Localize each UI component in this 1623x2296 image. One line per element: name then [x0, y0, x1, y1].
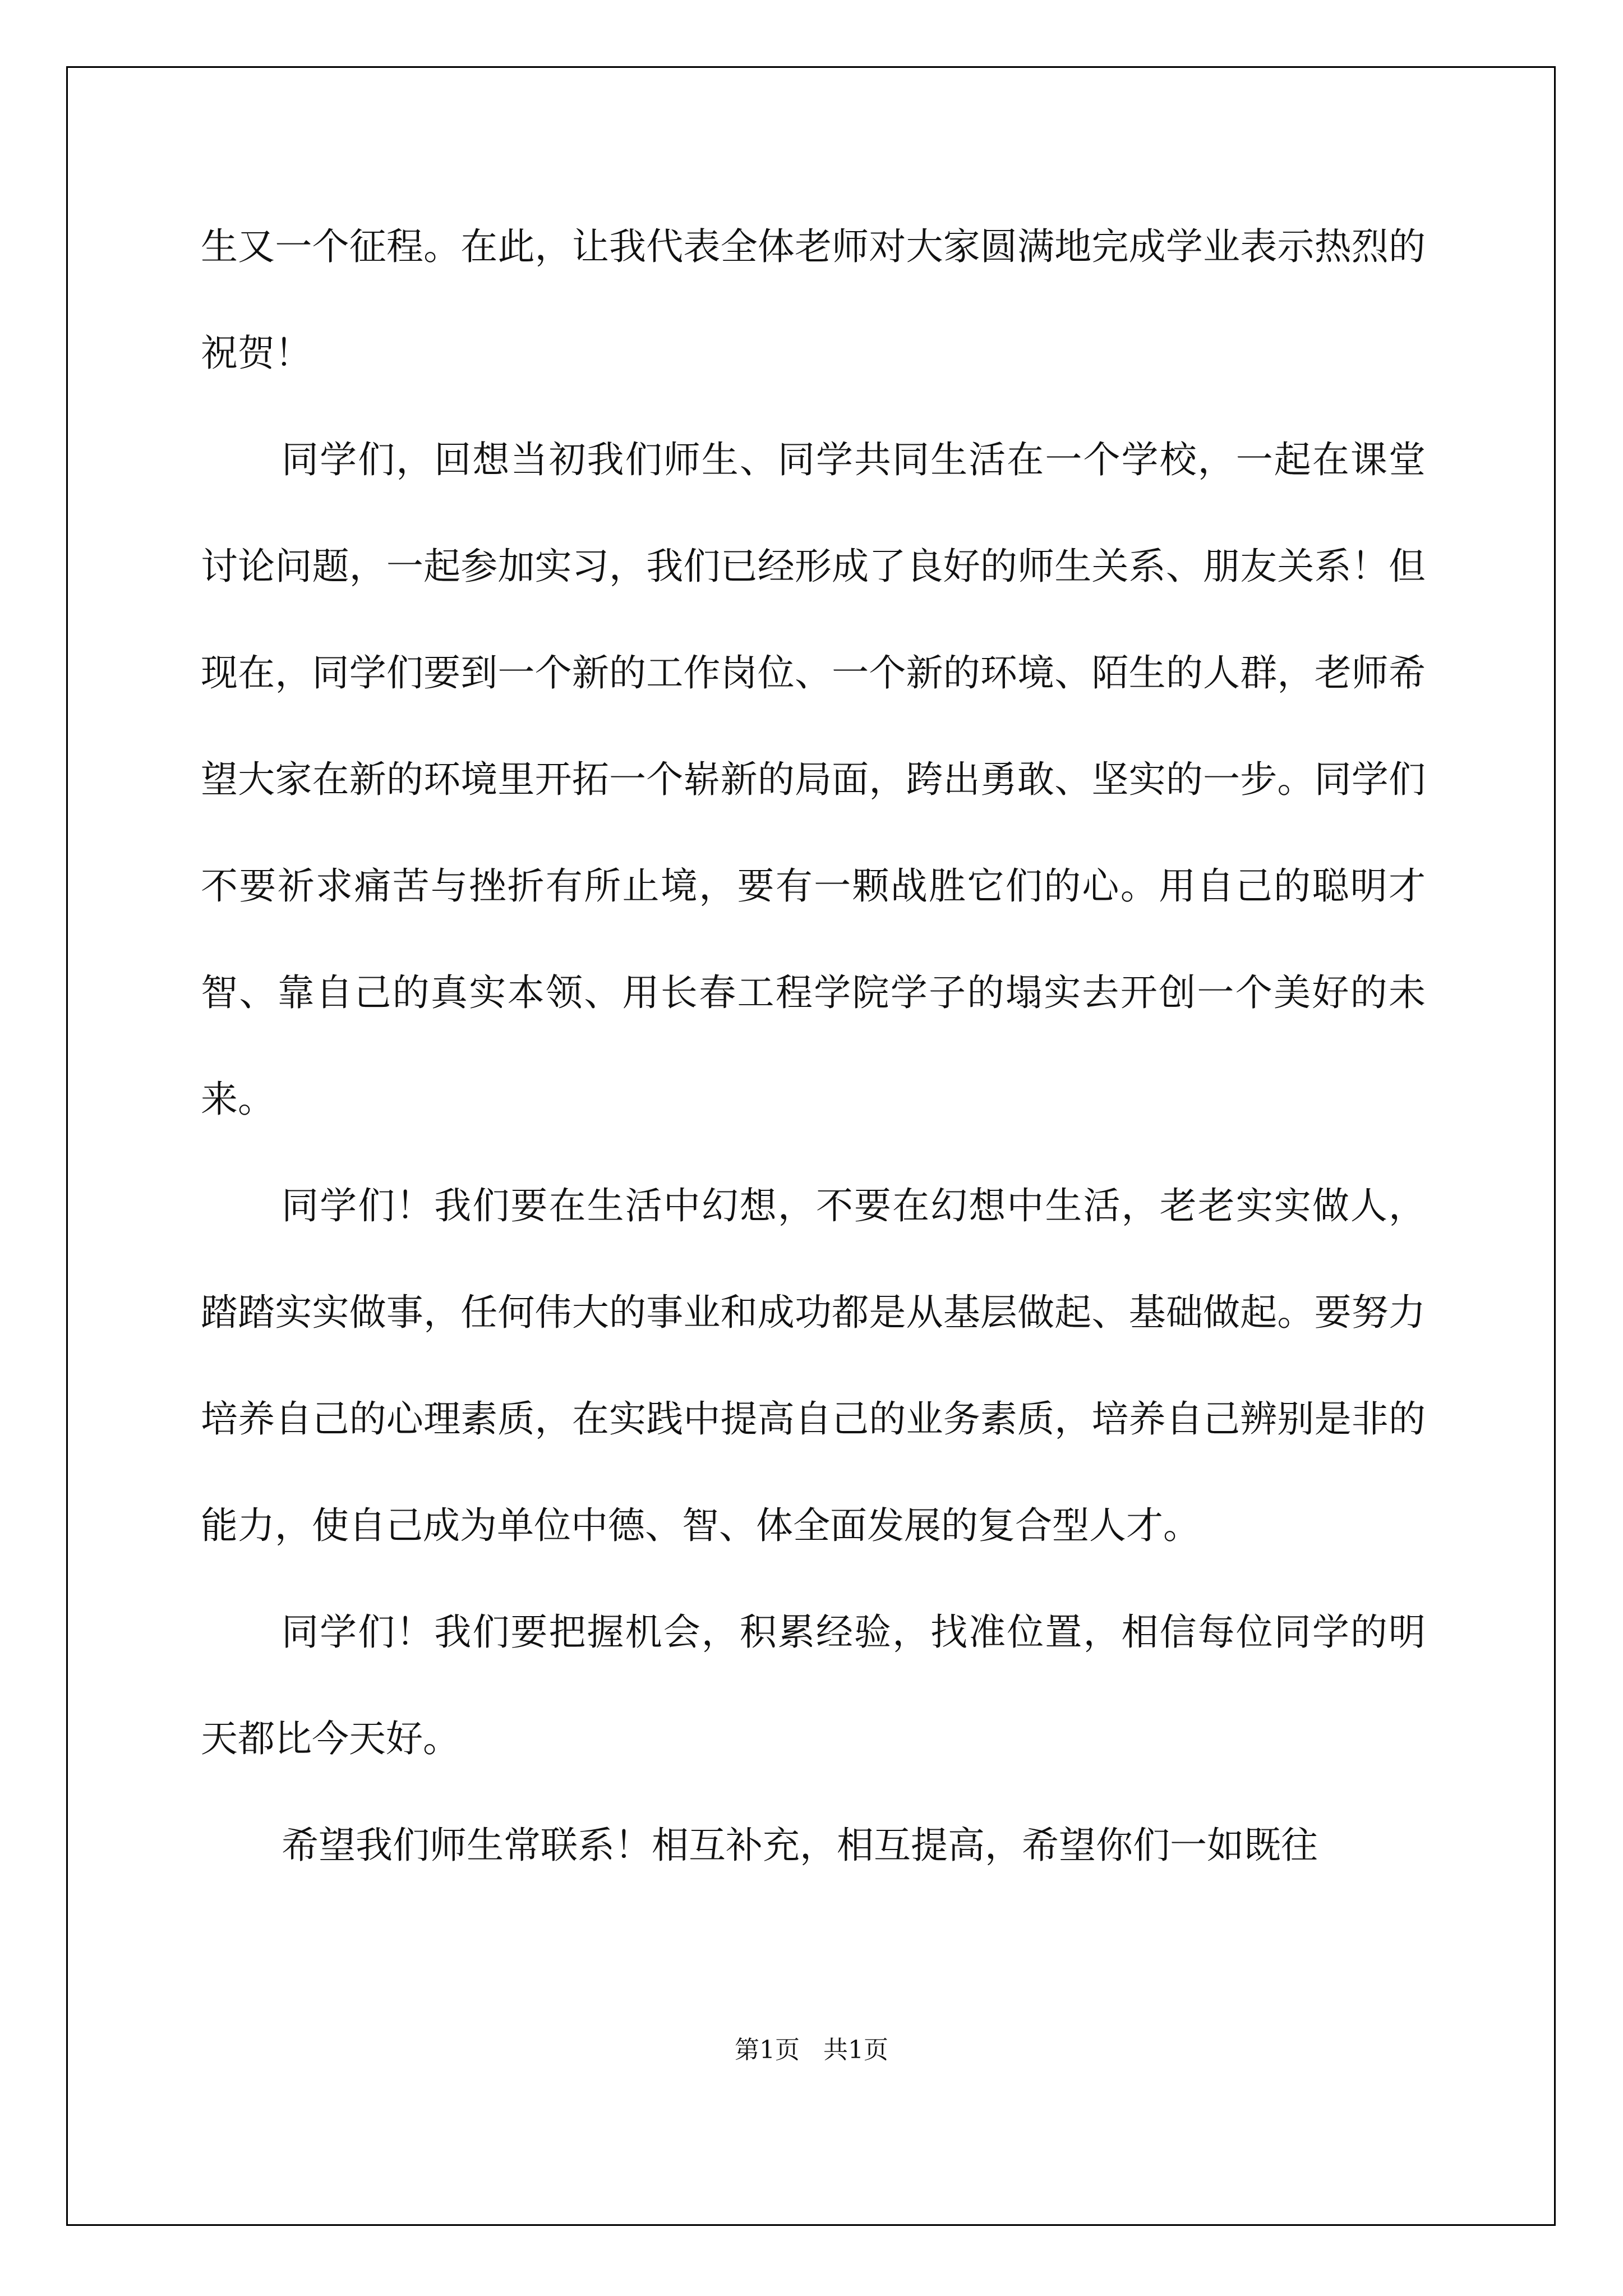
paragraph-4: 同学们！我们要把握机会，积累经验，找准位置，相信每位同学的明天都比今天好。 — [201, 1611, 1426, 1760]
document-body — [201, 194, 1426, 1899]
page-footer: 第1页 共1页 — [735, 2036, 888, 2064]
paragraph-2: 同学们，回想当初我们师生、同学共同生活在一个学校，一起在课堂讨论问题，一起参加实习，我们已经形成了良好的师生关系、朋友关系！但现在，同学们要到一个新的工作岗位、一个新的环境、陌生的人群，老师希望大家在新的环境里开拓一个崭新的局面，跨出勇敢、坚实的一步。同学们不要祈求痛苦与挫折有所止境，要有一颗战胜它们的心。用自己的聪明才智、靠自己的真实本领、用长春工程学院学子的塌实去开创一个美好的未来。 — [201, 438, 1426, 1121]
paragraph-5: 希望我们师生常联系！相互补充，相互提高，希望你们一如既往 — [282, 1824, 1318, 1867]
paragraph-1: 生又一个征程。在此，让我代表全体老师对大家圆满地完成学业表示热烈的祝贺！ — [201, 225, 1426, 375]
paragraph-3: 同学们！我们要在生活中幻想，不要在幻想中生活，老老实实做人，踏踏实实做事，任何伟大的事业和成功都是从基层做起、基础做起。要努力培养自己的心理素质，在实践中提高自己的业务素质，培养自己辨别是非的能力，使自己成为单位中德、智、体全面发展的复合型人才。 — [201, 1184, 1426, 1547]
